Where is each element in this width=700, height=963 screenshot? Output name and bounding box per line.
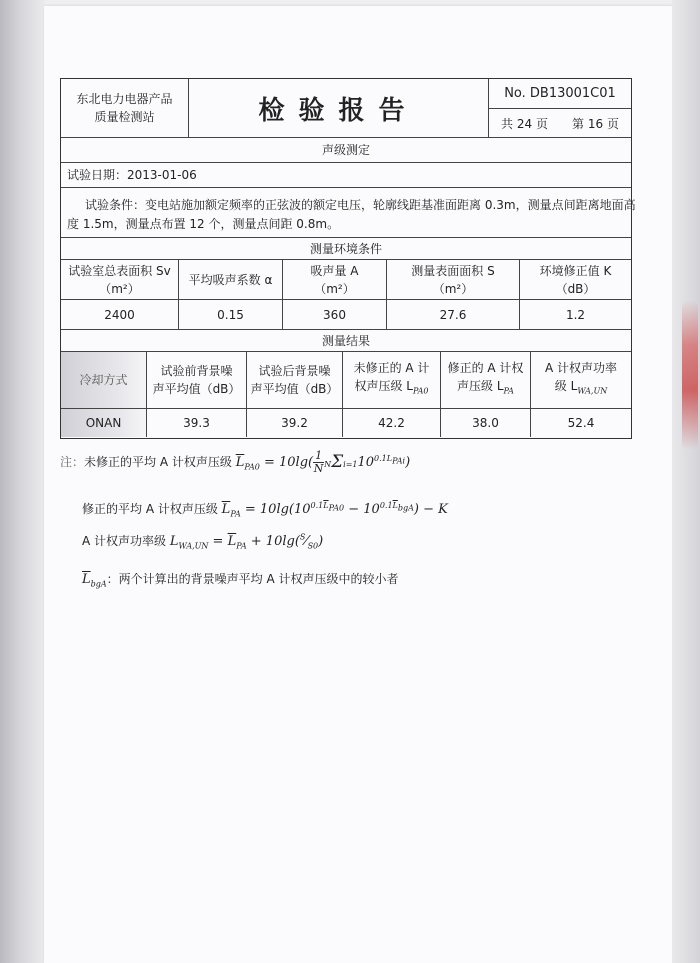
env-header-surface-area: 试验室总表面积 Sv （m²） xyxy=(61,260,179,299)
symbol-lbga: $\overline{L}_{bgA}$ xyxy=(82,572,107,589)
results-header-lpa0: 未修正的 A 计 权声压级 $L_{PA0}$ xyxy=(343,352,441,408)
results-value-cooling: ONAN xyxy=(61,409,147,437)
page-number: 第 16 页 xyxy=(572,117,619,131)
header-row xyxy=(61,79,631,138)
env-header-row xyxy=(61,260,631,300)
results-header-lwa: A 计权声功率 级 $L_{WA,UN}$ xyxy=(544,361,618,396)
env-value-absorption-coef: 0.15 xyxy=(179,300,283,329)
results-header-bg-after: 试验后背景噪 声平均值（dB） xyxy=(247,352,343,408)
results-value-bg-before: 39.3 xyxy=(147,409,247,437)
env-values-row xyxy=(61,300,631,330)
formula-lpa0: $\overline{L}_{PA0} = 10\lg$( $\frac{1}{N}$ $N\Sigma i=110^{0.1L_{PAi}}$) xyxy=(235,449,411,475)
section-title-row xyxy=(61,138,631,163)
results-value-lpa0: 42.2 xyxy=(343,409,441,437)
results-title-row xyxy=(61,330,631,352)
page-counter xyxy=(489,109,631,138)
env-title-row xyxy=(61,238,631,260)
env-header-absorption-coef: 平均吸声系数 α xyxy=(179,260,283,299)
env-header-correction: 环境修正值 K （dB） xyxy=(539,263,612,296)
report-meta xyxy=(489,79,631,137)
results-header-row xyxy=(61,352,631,409)
total-pages: 共 24 页 xyxy=(501,117,548,131)
report-title: 检验报告 xyxy=(189,79,489,137)
env-value-measure-area: 27.6 xyxy=(387,300,520,329)
results-value-lpa: 38.0 xyxy=(441,409,531,437)
page-edge xyxy=(672,0,700,963)
env-value-correction: 1.2 xyxy=(565,307,586,322)
binding-shadow xyxy=(0,0,46,963)
note-lpa0: 注：未修正的平均 A 计权声压级 $\overline{L}_{PA0} = 10\lg$( $\frac{1}{N}$ $N\Sigma i=110^{0.1L_{PAi}}$) xyxy=(60,449,411,475)
results-header-bg-before: 试验前背景噪 声平均值（dB） xyxy=(147,352,247,408)
conditions-row xyxy=(61,188,636,238)
env-title: 测量环境条件 xyxy=(309,241,382,256)
env-header-measure-area: 测量表面面积 S （m²） xyxy=(387,260,520,299)
results-value-bg-after: 39.2 xyxy=(247,409,343,437)
report-number: No. DB13001C01 xyxy=(489,79,631,109)
org-name: 东北电力电器产品 质量检测站 xyxy=(61,79,189,137)
results-header-lpa: 修正的 A 计权 声压级 $L_{PA}$ xyxy=(441,352,531,408)
note-lbga: $\overline{L}_{bgA}$：两个计算出的背景噪声平均 A 计权声压级中的较小者 xyxy=(82,572,399,589)
test-date: 试验日期：2013-01-06 xyxy=(67,168,197,182)
formula-lpa: $\overline{L}_{PA} = 10\lg(10^{0.1\overline{L}_{PA0}} - 10^{0.1\overline{L}_{bgA}}) - K$ xyxy=(221,500,448,519)
env-value-absorption: 360 xyxy=(283,300,387,329)
test-date-row xyxy=(61,163,631,188)
results-values-row xyxy=(61,409,631,437)
env-value-surface-area: 2400 xyxy=(61,300,179,329)
results-title: 测量结果 xyxy=(321,333,370,348)
formula-lwa: $L_{WA,UN} = \overline{L}_{PA}$ + $10\lg(^S⁄_{S0})$ xyxy=(169,532,324,551)
env-header-absorption: 吸声量 A （m²） xyxy=(283,260,387,299)
report-table xyxy=(60,78,636,439)
note-lpa: 修正的平均 A 计权声压级 $\overline{L}_{PA} = 10\lg(10^{0.1\overline{L}_{PA0}} - 10^{0.1\overline{L}_{bgA}}) - K$ xyxy=(82,500,448,519)
note-lwa: A 计权声功率级 $L_{WA,UN} = \overline{L}_{PA}$ + $10\lg(^S⁄_{S0})$ xyxy=(82,532,324,551)
results-value-lwa: 52.4 xyxy=(567,416,595,430)
test-conditions: 试验条件：变电站施加额定频率的正弦波的额定电压，轮廓线距基准面距离 0.3m，测量点间距离地面高 度 1.5m，测量点布置 12 个，测量点间距 0.8m。 xyxy=(67,198,636,231)
section-title: 声级测定 xyxy=(321,143,370,157)
seal-stamp-fragment xyxy=(682,300,698,450)
results-header-cooling: 冷却方式 xyxy=(61,352,147,408)
